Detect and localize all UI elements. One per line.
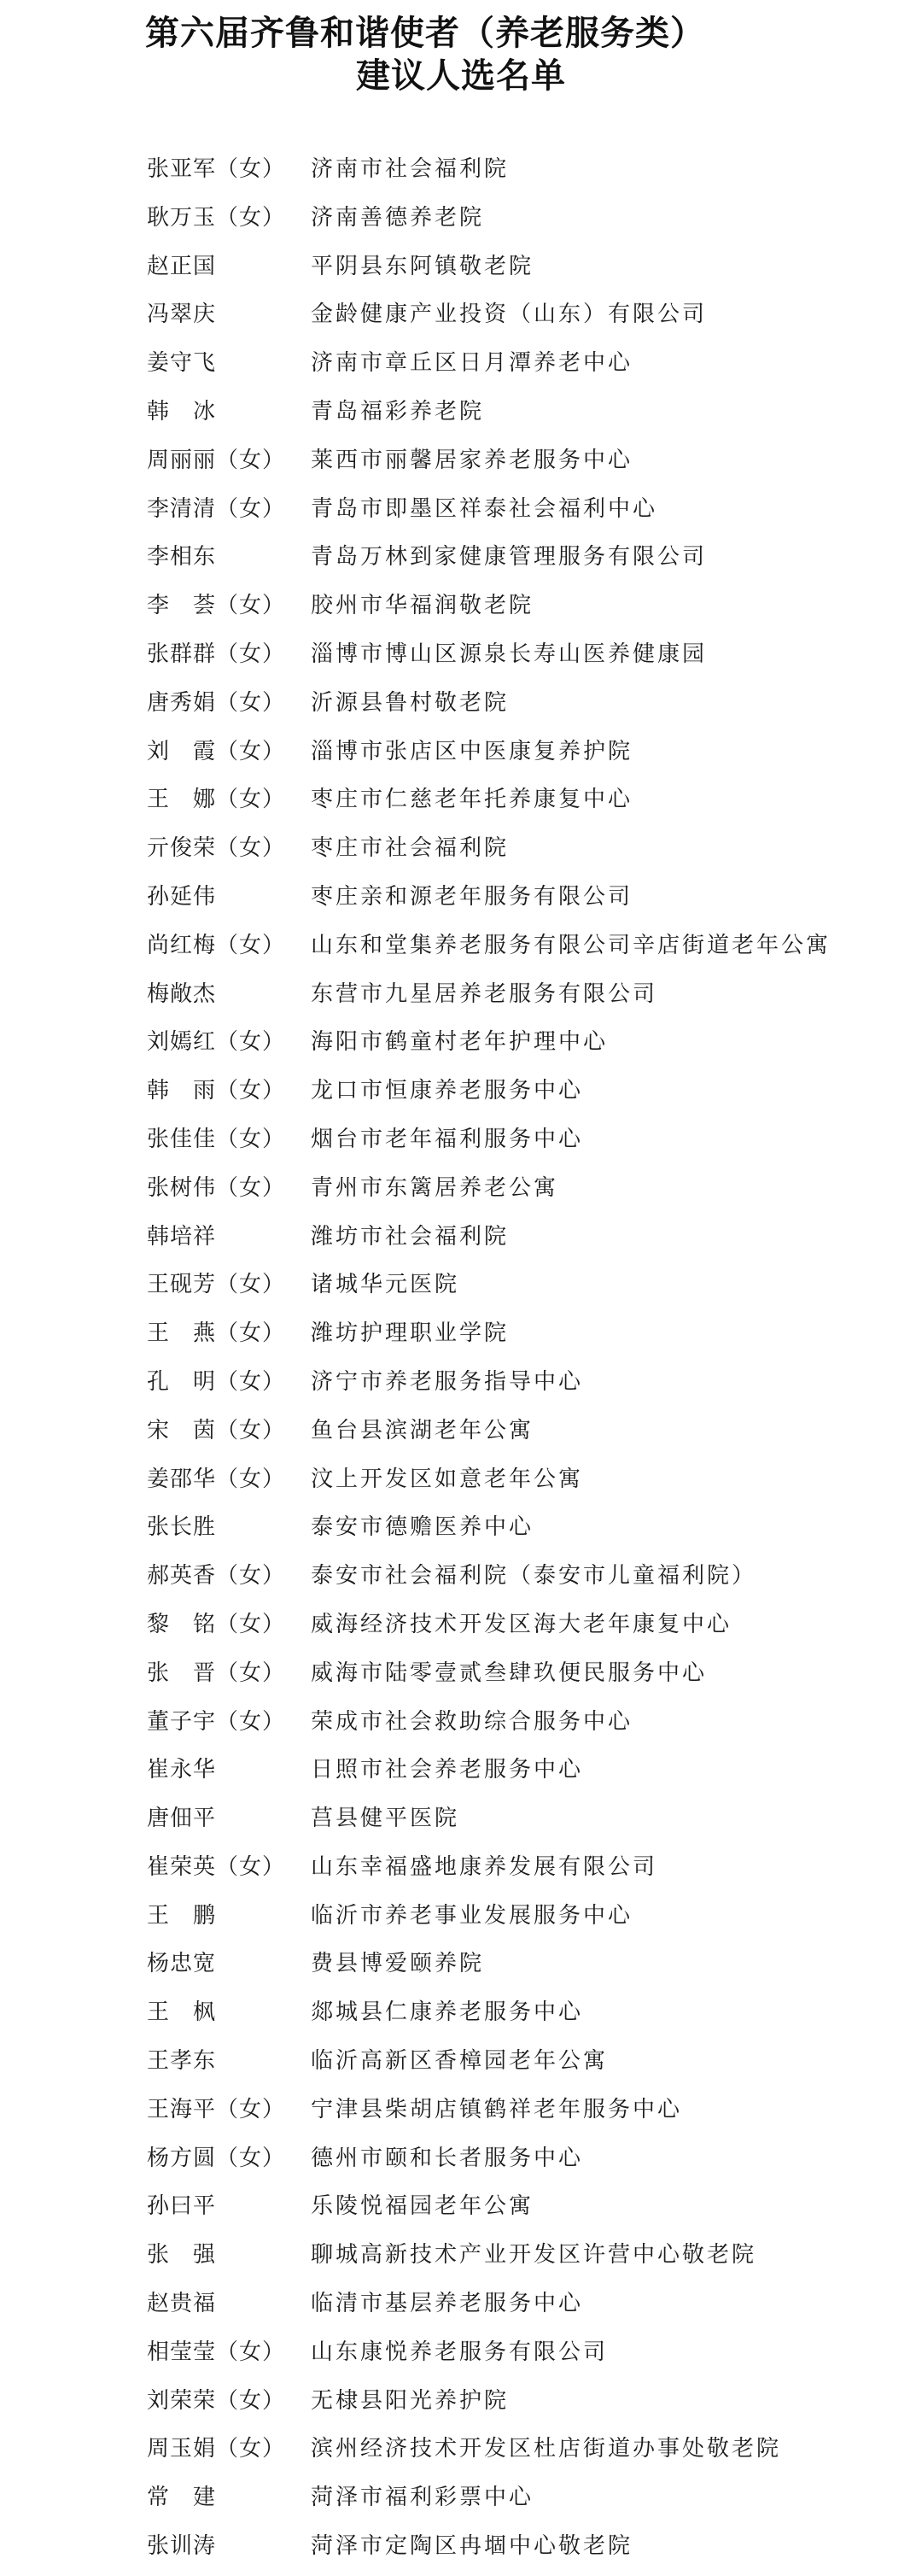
nominee-name: 韩 雨（女） (147, 1078, 286, 1104)
list-item (147, 1213, 898, 1262)
nominee-organization: 威海经济技术开发区海大老年康复中心 (311, 1611, 732, 1637)
nominee-name: 耿万玉（女） (147, 204, 286, 231)
list-item (147, 1698, 898, 1747)
nominee-organization: 青岛福彩养老院 (311, 398, 485, 424)
nominee-name: 常 建 (147, 2485, 217, 2511)
nominee-name: 刘嫣红（女） (147, 1029, 286, 1056)
nominee-organization: 莒县健平医院 (311, 1806, 460, 1832)
list-item (147, 1552, 898, 1601)
nominee-name: 唐秀娟（女） (147, 689, 286, 716)
nominee-name: 梅敞杰 (147, 981, 217, 1007)
nominee-organization: 宁津县柴胡店镇鹤祥老年服务中心 (311, 2096, 683, 2122)
nominee-organization: 泰安市德赡医养中心 (311, 1514, 534, 1541)
nominee-organization: 临清市基层养老服务中心 (311, 2291, 584, 2317)
nominee-name: 李清清（女） (147, 495, 286, 522)
nominee-name: 周玉娟（女） (147, 2436, 286, 2462)
nominee-organization: 泰安市社会福利院（泰安市儿童福利院） (311, 1563, 757, 1590)
list-item (147, 2425, 898, 2474)
nominee-organization: 平阴县东阿镇敬老院 (311, 253, 534, 279)
list-item (147, 2474, 898, 2522)
title-line-2: 建议人选名单 (356, 56, 566, 96)
nominee-name: 张佳佳（女） (147, 1126, 286, 1152)
nominee-organization: 山东康悦养老服务有限公司 (311, 2339, 609, 2365)
nominee-organization: 枣庄市社会福利院 (311, 835, 510, 862)
nominee-organization: 德州市颐和长者服务中心 (311, 2145, 584, 2171)
nominee-organization: 沂源县鲁村敬老院 (311, 689, 510, 716)
list-item (147, 1261, 898, 1309)
nominee-organization: 乐陵悦福园老年公寓 (311, 2193, 534, 2220)
nominee-organization: 枣庄市仁慈老年托养康复中心 (311, 787, 633, 813)
nominee-name: 董子宇（女） (147, 1708, 286, 1735)
nominee-name: 相莹莹（女） (147, 2339, 286, 2365)
nominee-organization: 济宁市养老服务指导中心 (311, 1368, 584, 1395)
nominee-organization: 无棣县阳光养护院 (311, 2387, 510, 2414)
nominee-name: 尚红梅（女） (147, 932, 286, 958)
list-item (147, 243, 898, 291)
nominee-name: 郝英香（女） (147, 1563, 286, 1590)
list-item (147, 1601, 898, 1649)
nominee-organization: 淄博市博山区源泉长寿山医养健康园 (311, 641, 708, 667)
nominee-organization: 胶州市华福润敬老院 (311, 593, 534, 619)
nominee-organization: 山东幸福盛地康养发展有限公司 (311, 1853, 658, 1880)
nominee-name: 冯翠庆 (147, 302, 217, 328)
list-item (147, 145, 898, 194)
list-item (147, 970, 898, 1019)
nominee-organization: 青岛万林到家健康管理服务有限公司 (311, 544, 708, 571)
list-item (147, 1309, 898, 1358)
nominee-organization: 诸城华元医院 (311, 1272, 460, 1298)
nominee-organization: 莱西市丽馨居家养老服务中心 (311, 447, 633, 473)
nominee-organization: 济南市章丘区日月潭养老中心 (311, 350, 633, 377)
list-item (147, 485, 898, 534)
list-item (147, 290, 898, 339)
nominee-name: 周丽丽（女） (147, 447, 286, 473)
list-item (147, 776, 898, 824)
nominee-name: 韩培祥 (147, 1223, 217, 1250)
nominee-organization: 淄博市张店区中医康复养护院 (311, 738, 633, 764)
nominee-name: 王 鹏 (147, 1902, 217, 1929)
list-item (147, 1940, 898, 1988)
nominee-organization: 山东和堂集养老服务有限公司辛店街道老年公寓 (311, 932, 832, 958)
nominee-name: 张 强 (147, 2242, 217, 2269)
list-item (147, 922, 898, 970)
nominee-organization: 青岛市即墨区祥泰社会福利中心 (311, 495, 658, 522)
list-item (147, 2377, 898, 2426)
list-item (147, 1067, 898, 1115)
nominee-organization: 聊城高新技术产业开发区许营中心敬老院 (311, 2242, 757, 2269)
nominee-name: 张树伟（女） (147, 1174, 286, 1201)
nominee-organization: 郯城县仁康养老服务中心 (311, 1999, 584, 2026)
nominee-organization: 金龄健康产业投资（山东）有限公司 (311, 302, 708, 328)
list-item (147, 194, 898, 243)
list-item (147, 533, 898, 582)
nominee-name: 张 晋（女） (147, 1660, 286, 1686)
nominee-name: 赵正国 (147, 253, 217, 279)
nominee-name: 亓俊荣（女） (147, 835, 286, 862)
list-item (147, 2280, 898, 2328)
nominee-name: 孙延伟 (147, 883, 217, 910)
nominee-name: 张亚军（女） (147, 156, 286, 182)
list-item (147, 388, 898, 436)
list-item (147, 1843, 898, 1892)
nominee-name: 崔荣英（女） (147, 1853, 286, 1880)
nominee-name: 刘荣荣（女） (147, 2387, 286, 2414)
list-item (147, 1503, 898, 1552)
list-item (147, 582, 898, 630)
nominee-organization: 烟台市老年福利服务中心 (311, 1126, 584, 1152)
nominee-name: 孙曰平 (147, 2193, 217, 2220)
list-item (147, 2328, 898, 2377)
nominee-organization: 枣庄亲和源老年服务有限公司 (311, 883, 633, 910)
nominee-name: 王 枫 (147, 1999, 217, 2026)
nominee-name: 姜邵华（女） (147, 1466, 286, 1492)
nominee-name: 李相东 (147, 544, 217, 571)
nominee-organization: 菏泽市定陶区冉堌中心敬老院 (311, 2533, 633, 2560)
list-item (147, 339, 898, 388)
nominee-organization: 威海市陆零壹贰叁肆玖便民服务中心 (311, 1660, 708, 1686)
list-item (147, 436, 898, 485)
list-item (147, 1455, 898, 1504)
list-item (147, 728, 898, 776)
nominee-name: 崔永华 (147, 1757, 217, 1783)
nominee-organization: 潍坊护理职业学院 (311, 1320, 510, 1347)
nominee-organization: 临沂高新区香樟园老年公寓 (311, 2048, 609, 2075)
list-item (147, 679, 898, 728)
list-item (147, 1407, 898, 1455)
nominee-name: 李 荟（女） (147, 593, 286, 619)
nominee-organization: 临沂市养老事业发展服务中心 (311, 1902, 633, 1929)
nominee-organization: 济南市社会福利院 (311, 156, 510, 182)
nominee-organization: 汶上开发区如意老年公寓 (311, 1466, 584, 1492)
list-item (147, 1358, 898, 1407)
nominee-organization: 济南善德养老院 (311, 204, 485, 231)
nominee-organization: 鱼台县滨湖老年公寓 (311, 1417, 534, 1443)
nominee-organization: 荣成市社会救助综合服务中心 (311, 1708, 633, 1735)
nominee-name: 宋 茵（女） (147, 1417, 286, 1443)
list-item (147, 1794, 898, 1843)
list-item (147, 2134, 898, 2183)
list-item (147, 1115, 898, 1164)
list-item (147, 1746, 898, 1794)
list-item (147, 1649, 898, 1698)
nominee-list (147, 145, 898, 2571)
list-item (147, 2522, 898, 2571)
list-item (147, 1018, 898, 1067)
list-item (147, 1164, 898, 1213)
nominee-name: 王孝东 (147, 2048, 217, 2075)
nominee-name: 王砚芳（女） (147, 1272, 286, 1298)
list-item (147, 2086, 898, 2134)
nominee-organization: 日照市社会养老服务中心 (311, 1757, 584, 1783)
nominee-organization: 青州市东篱居养老公寓 (311, 1174, 559, 1201)
list-item (147, 1988, 898, 2037)
list-item (147, 630, 898, 679)
nominee-name: 王 娜（女） (147, 787, 286, 813)
nominee-name: 张长胜 (147, 1514, 217, 1541)
nominee-name: 韩 冰 (147, 398, 217, 424)
nominee-name: 孔 明（女） (147, 1368, 286, 1395)
nominee-name: 唐佃平 (147, 1806, 217, 1832)
document-title (0, 12, 922, 97)
nominee-name: 张群群（女） (147, 641, 286, 667)
list-item (147, 2182, 898, 2231)
list-item (147, 1892, 898, 1941)
nominee-name: 姜守飞 (147, 350, 217, 377)
nominee-organization: 龙口市恒康养老服务中心 (311, 1078, 584, 1104)
title-line-1: 第六届齐鲁和谐使者（养老服务类） (145, 14, 705, 53)
nominee-name: 张训涛 (147, 2533, 217, 2560)
nominee-name: 王海平（女） (147, 2096, 286, 2122)
nominee-name: 王 燕（女） (147, 1320, 286, 1347)
nominee-organization: 潍坊市社会福利院 (311, 1223, 510, 1250)
list-item (147, 873, 898, 922)
list-item (147, 2037, 898, 2086)
nominee-name: 黎 铭（女） (147, 1611, 286, 1637)
nominee-name: 赵贵福 (147, 2291, 217, 2317)
list-item (147, 2231, 898, 2280)
list-item (147, 824, 898, 873)
nominee-name: 杨方圆（女） (147, 2145, 286, 2171)
nominee-name: 杨忠宽 (147, 1951, 217, 1977)
nominee-organization: 东营市九星居养老服务有限公司 (311, 981, 658, 1007)
nominee-name: 刘 霞（女） (147, 738, 286, 764)
nominee-organization: 费县博爱颐养院 (311, 1951, 485, 1977)
nominee-organization: 滨州经济技术开发区杜店街道办事处敬老院 (311, 2436, 782, 2462)
nominee-organization: 海阳市鹤童村老年护理中心 (311, 1029, 609, 1056)
nominee-organization: 菏泽市福利彩票中心 (311, 2485, 534, 2511)
